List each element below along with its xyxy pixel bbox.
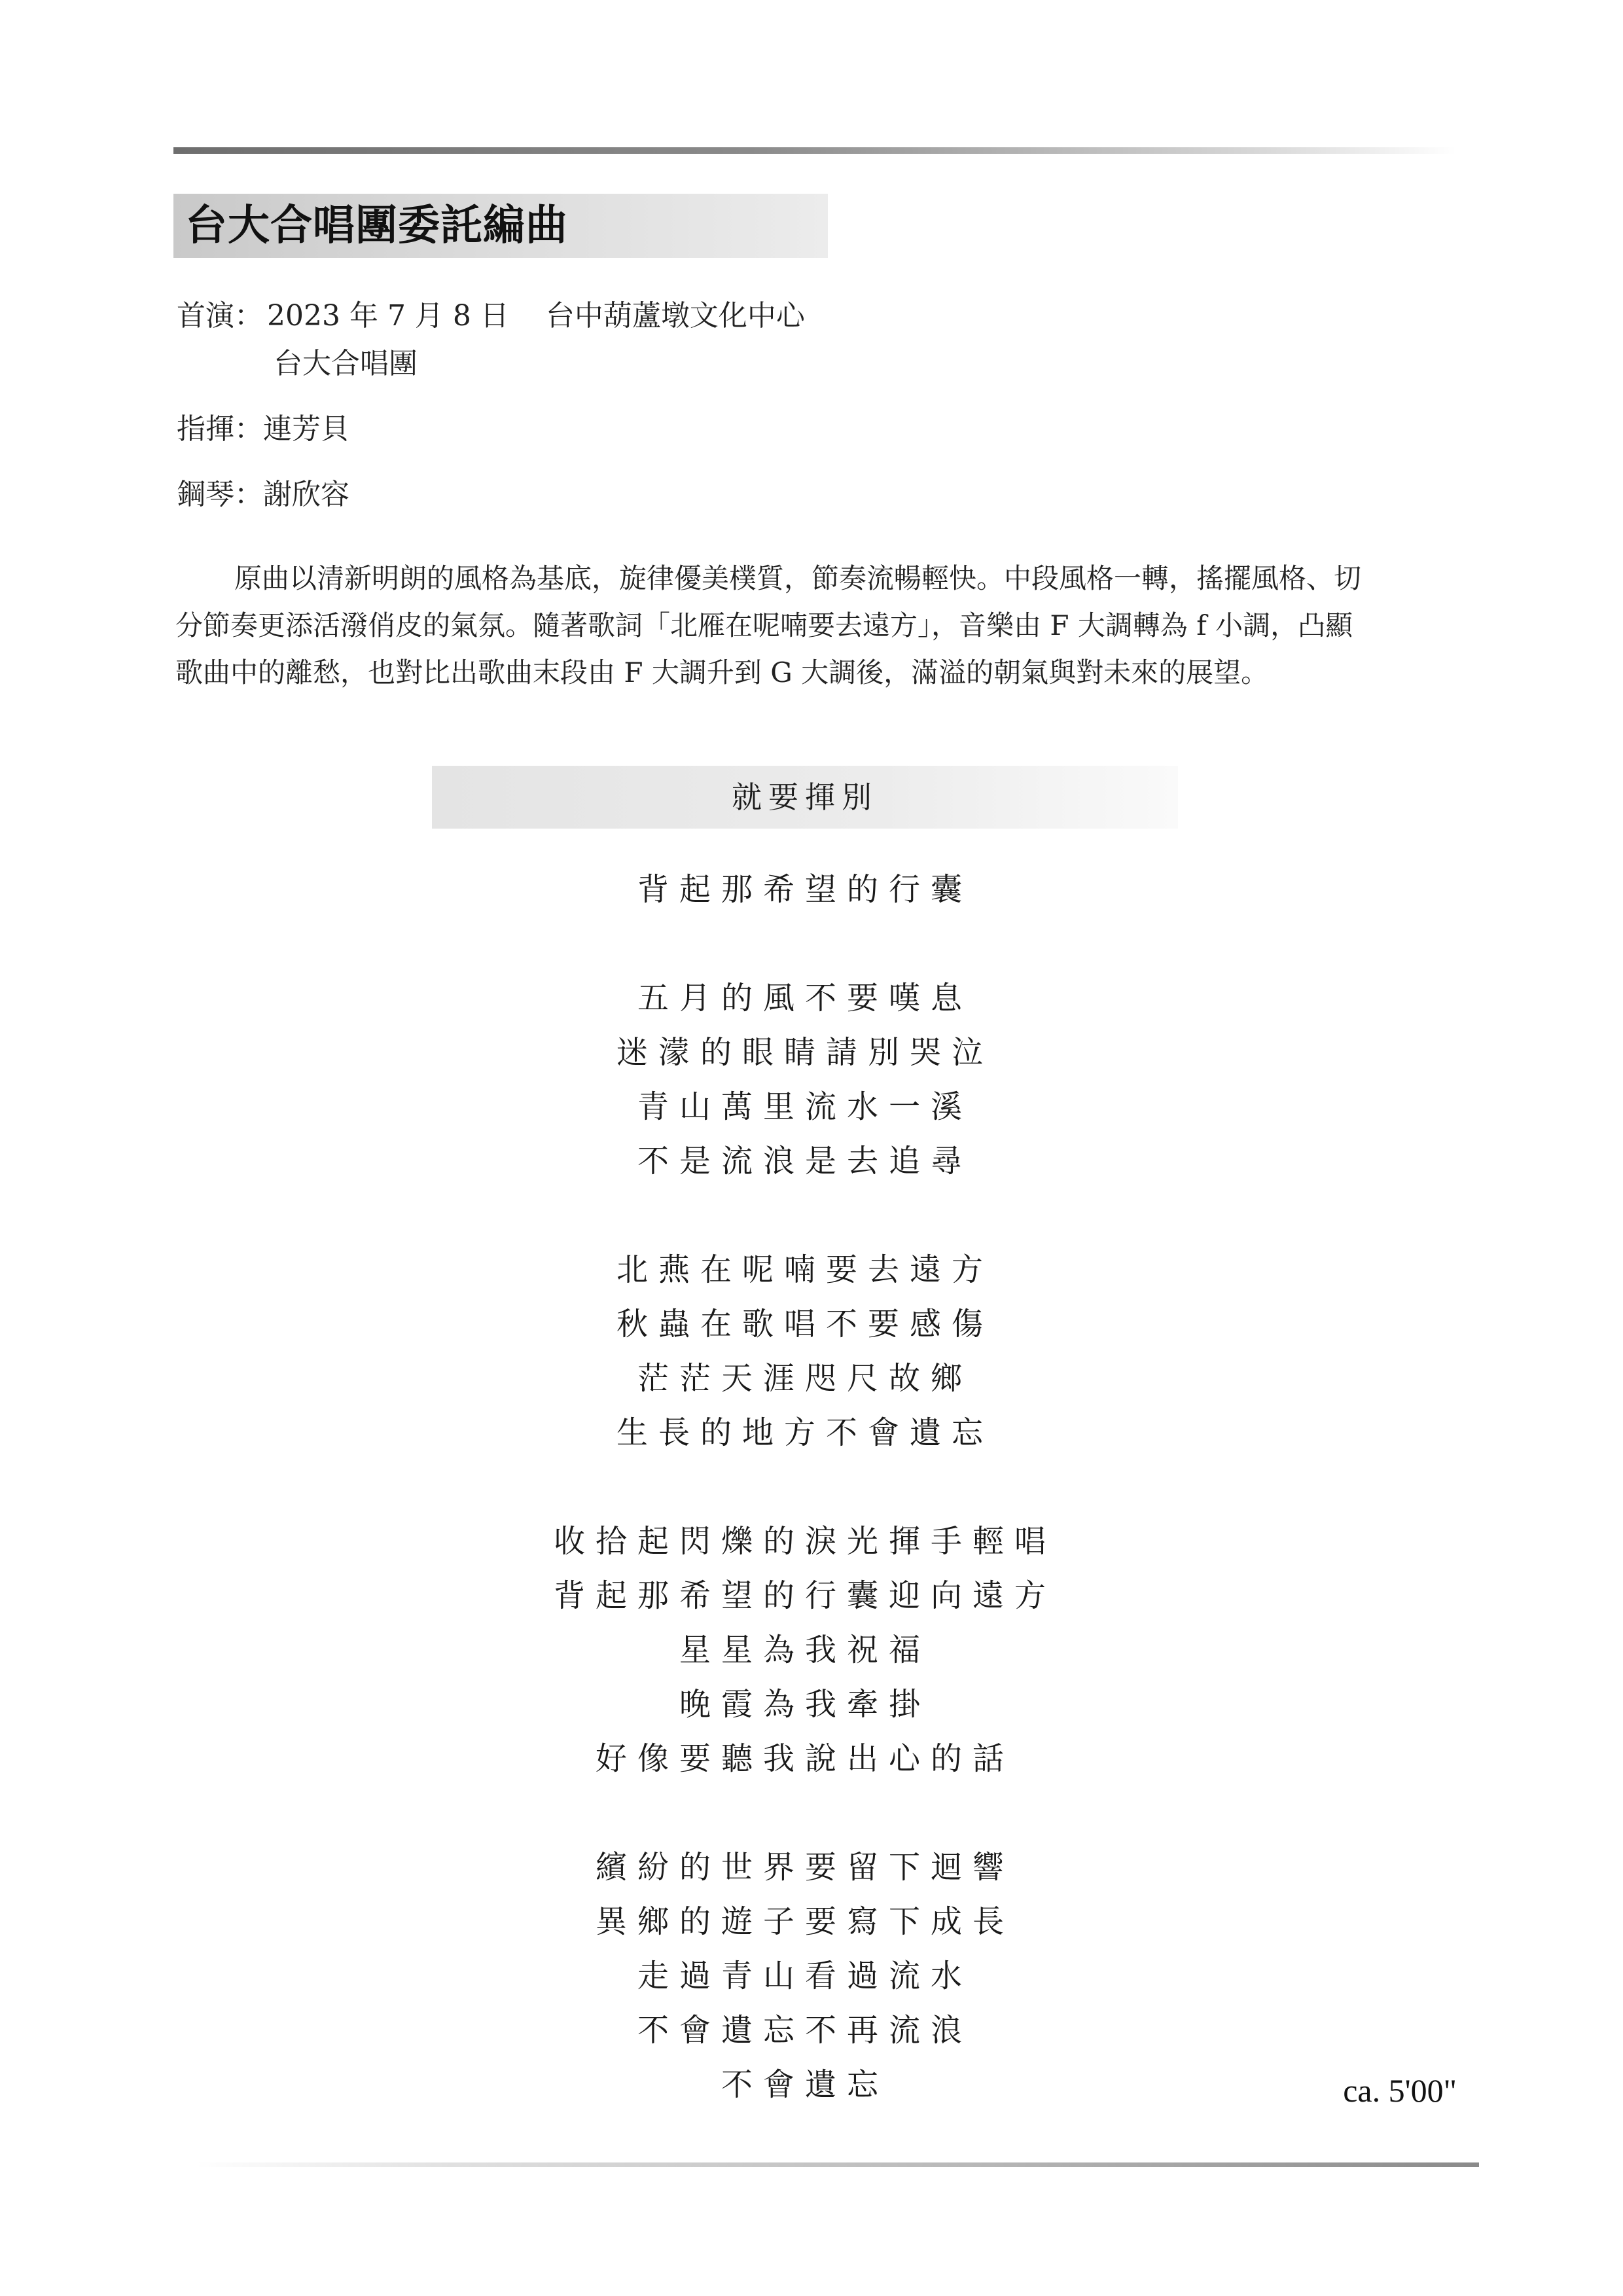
duration: ca. 5'00" (1343, 2072, 1457, 2109)
lyric-line: 不會遺忘 (721, 2066, 889, 2103)
conductor-row (177, 411, 349, 448)
song-title: 就要揮別 (732, 780, 878, 815)
lyric-line: 迷濛的眼睛請別哭泣 (616, 1034, 993, 1071)
conductor-label: 指揮： (177, 412, 263, 446)
lyrics-stanza (366, 1840, 1243, 2112)
piano-label: 鋼琴： (177, 478, 263, 511)
piano-row (177, 476, 349, 513)
bottom-rule (196, 2162, 1479, 2167)
lyric-line: 背起那希望的行囊迎向遠方 (553, 1577, 1056, 1614)
premiere-row (177, 298, 805, 334)
piano-name: 謝欣容 (263, 478, 349, 511)
description-line: 分節奏更添活潑俏皮的氣氛。隨著歌詞「北雁在呢喃要去遠方」，音樂由 F 大調轉為 f 小調，凸顯 (175, 609, 1353, 641)
description (175, 555, 1471, 696)
page-title: 台大合唱團委託編曲 (185, 201, 568, 250)
premiere-venue: 台中葫蘆墩文化中心 (545, 299, 805, 332)
description-line: 原曲以清新明朗的風格為基底，旋律優美樸質，節奏流暢輕快。中段風格一轉，搖擺風格、切 (234, 562, 1362, 594)
lyric-line: 青山萬里流水一溪 (637, 1088, 972, 1125)
premiere-date: 2023 年 7 月 8 日 (267, 299, 509, 332)
conductor-name: 連芳貝 (263, 412, 349, 446)
lyric-line: 背起那希望的行囊 (637, 871, 972, 908)
title-banner (173, 194, 828, 258)
lyrics-stanza (366, 863, 1243, 917)
lyric-line: 走過青山看過流水 (637, 1958, 972, 1994)
lyric-line: 繽紛的世界要留下迴響 (595, 1849, 1014, 1886)
lyrics-stanza (366, 1243, 1243, 1460)
description-line: 歌曲中的離愁，也對比出歌曲末段由 F 大調升到 G 大調後，滿溢的朝氣與對未來的展望。 (175, 656, 1269, 689)
lyric-line: 不是流浪是去追尋 (637, 1143, 972, 1179)
lyric-line: 北燕在呢喃要去遠方 (616, 1251, 993, 1288)
top-rule (173, 147, 1456, 154)
lyric-line: 五月的風不要嘆息 (637, 980, 972, 1016)
song-title-banner (432, 766, 1178, 829)
lyric-line: 茫茫天涯咫尺故鄉 (637, 1360, 972, 1397)
lyric-line: 生長的地方不會遺忘 (616, 1414, 993, 1451)
premiere-performer: 台大合唱團 (274, 347, 418, 380)
lyric-line: 異鄉的遊子要寫下成長 (595, 1903, 1014, 1940)
lyric-line: 秋蟲在歌唱不要感傷 (616, 1306, 993, 1342)
lyrics (366, 863, 1243, 2112)
lyric-line: 不會遺忘不再流浪 (637, 2012, 972, 2049)
premiere-label: 首演： (177, 299, 263, 332)
lyric-line: 晚霞為我牽掛 (679, 1686, 931, 1723)
lyric-line: 好像要聽我說出心的話 (595, 1740, 1014, 1777)
lyric-line: 星星為我祝福 (679, 1632, 931, 1668)
lyric-line: 收拾起閃爍的淚光揮手輕唱 (553, 1523, 1056, 1560)
lyrics-stanza (366, 1515, 1243, 1786)
lyrics-stanza (366, 971, 1243, 1189)
